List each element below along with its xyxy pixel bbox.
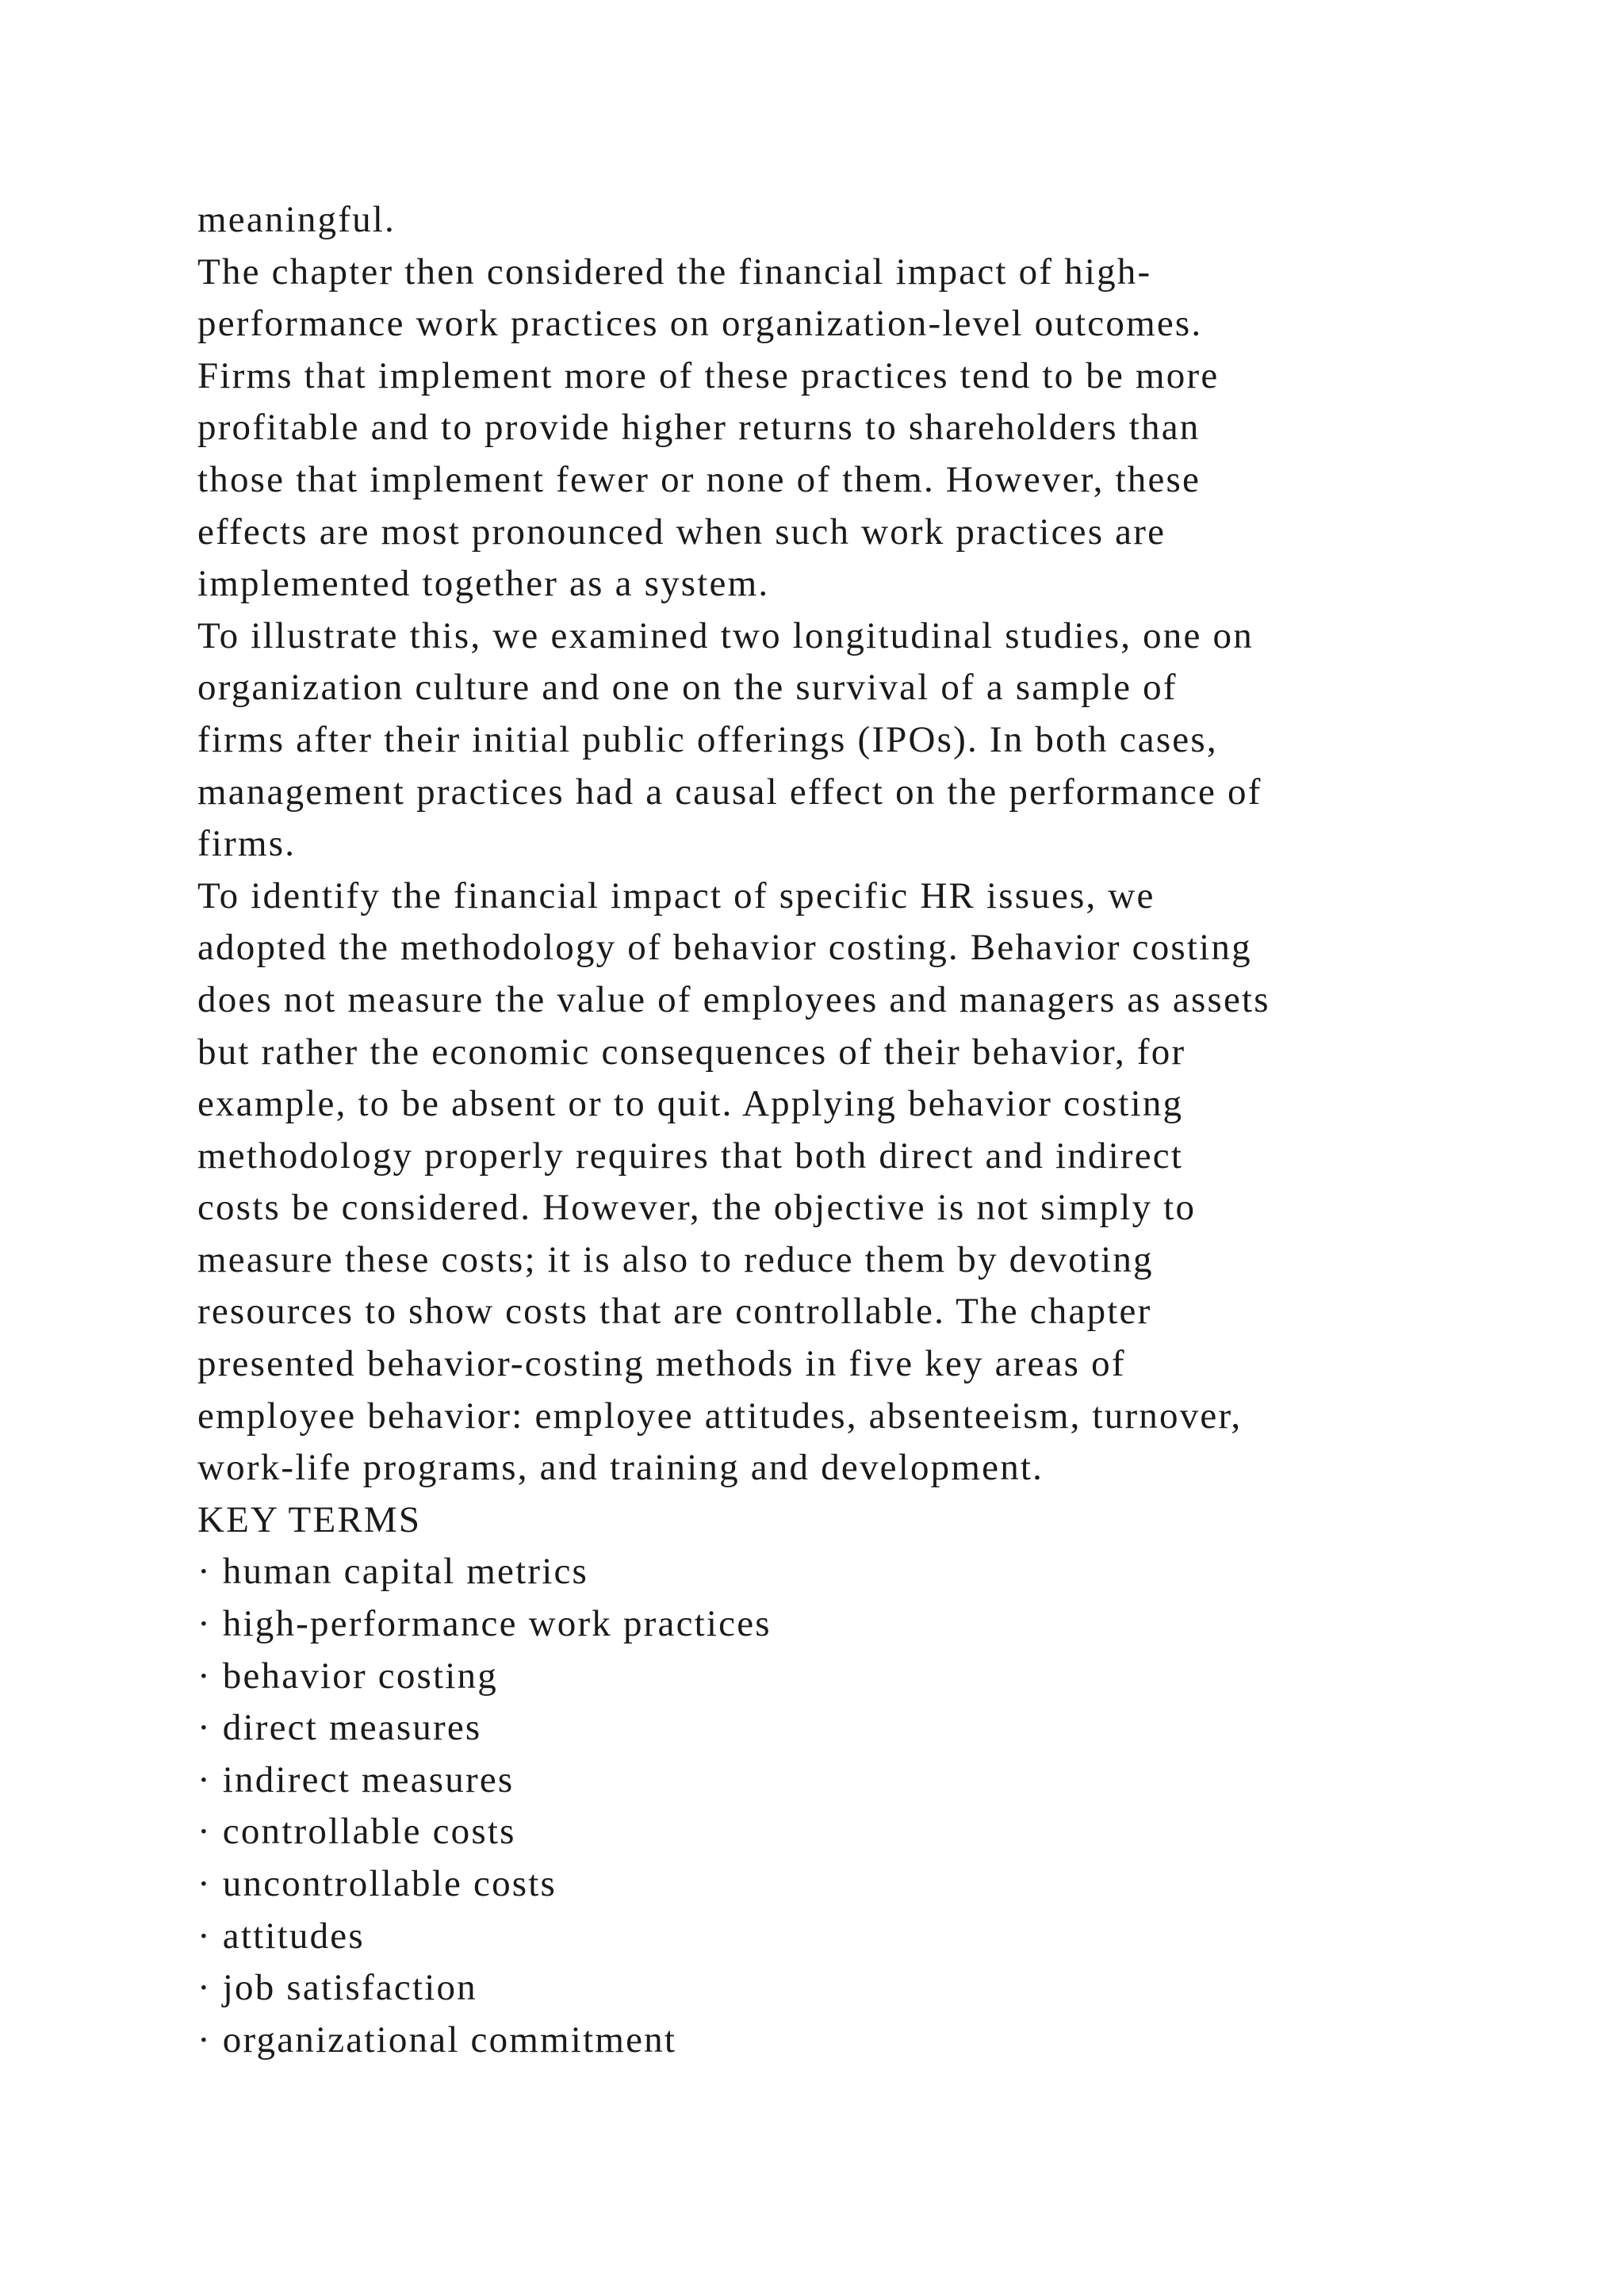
key-term-item: · direct measures bbox=[197, 1707, 482, 1749]
key-term-item: · high-performance work practices bbox=[197, 1603, 772, 1645]
text-line: The chapter then considered the financial impact of high- bbox=[197, 251, 1152, 293]
key-term-item: · controllable costs bbox=[197, 1811, 516, 1853]
text-line: those that implement fewer or none of them. However, these bbox=[197, 458, 1201, 500]
key-term-item: · organizational commitment bbox=[197, 2019, 677, 2061]
text-line: implemented together as a system. bbox=[197, 563, 770, 605]
text-line: measure these costs; it is also to reduce them by devoting bbox=[197, 1238, 1154, 1280]
text-line: firms. bbox=[197, 823, 297, 865]
text-line: To illustrate this, we examined two longitudinal studies, one on bbox=[197, 614, 1254, 656]
key-term-item: · human capital metrics bbox=[197, 1551, 589, 1593]
text-line: employee behavior: employee attitudes, absenteeism, turnover, bbox=[197, 1395, 1243, 1437]
text-line: methodology properly requires that both direct and indirect bbox=[197, 1135, 1184, 1177]
key-term-item: · indirect measures bbox=[197, 1758, 515, 1800]
key-term-item: · uncontrollable costs bbox=[197, 1863, 557, 1904]
key-term-item: · attitudes bbox=[197, 1915, 365, 1957]
document-body bbox=[197, 194, 1530, 2066]
text-line: effects are most pronounced when such work practices are bbox=[197, 511, 1166, 553]
text-line: organization culture and one on the survival of a sample of bbox=[197, 667, 1178, 709]
text-line: but rather the economic consequences of their behavior, for bbox=[197, 1031, 1186, 1073]
text-line: management practices had a causal effect on the performance of bbox=[197, 771, 1262, 813]
text-line: performance work practices on organization-level outcomes. bbox=[197, 303, 1203, 345]
text-line: does not measure the value of employees and managers as assets bbox=[197, 978, 1270, 1020]
text-line: meaningful. bbox=[197, 199, 396, 240]
key-term-item: · job satisfaction bbox=[197, 1967, 477, 2009]
text-line: Firms that implement more of these practices tend to be more bbox=[197, 354, 1220, 396]
text-line: adopted the methodology of behavior costing. Behavior costing bbox=[197, 927, 1252, 969]
text-line: costs be considered. However, the objective is not simply to bbox=[197, 1187, 1197, 1229]
section-heading-key-terms: KEY TERMS bbox=[197, 1498, 422, 1540]
text-line: example, to be absent or to quit. Applying behavior costing bbox=[197, 1083, 1184, 1125]
key-term-item: · behavior costing bbox=[197, 1655, 498, 1697]
text-line: work-life programs, and training and development. bbox=[197, 1447, 1044, 1489]
text-line: To identify the financial impact of specific HR issues, we bbox=[197, 874, 1155, 916]
text-line: firms after their initial public offerings (IPOs). In both cases, bbox=[197, 718, 1218, 760]
text-line: profitable and to provide higher returns to shareholders than bbox=[197, 407, 1201, 449]
text-line: presented behavior-costing methods in five key areas of bbox=[197, 1343, 1126, 1385]
text-line: resources to show costs that are controllable. The chapter bbox=[197, 1291, 1152, 1333]
